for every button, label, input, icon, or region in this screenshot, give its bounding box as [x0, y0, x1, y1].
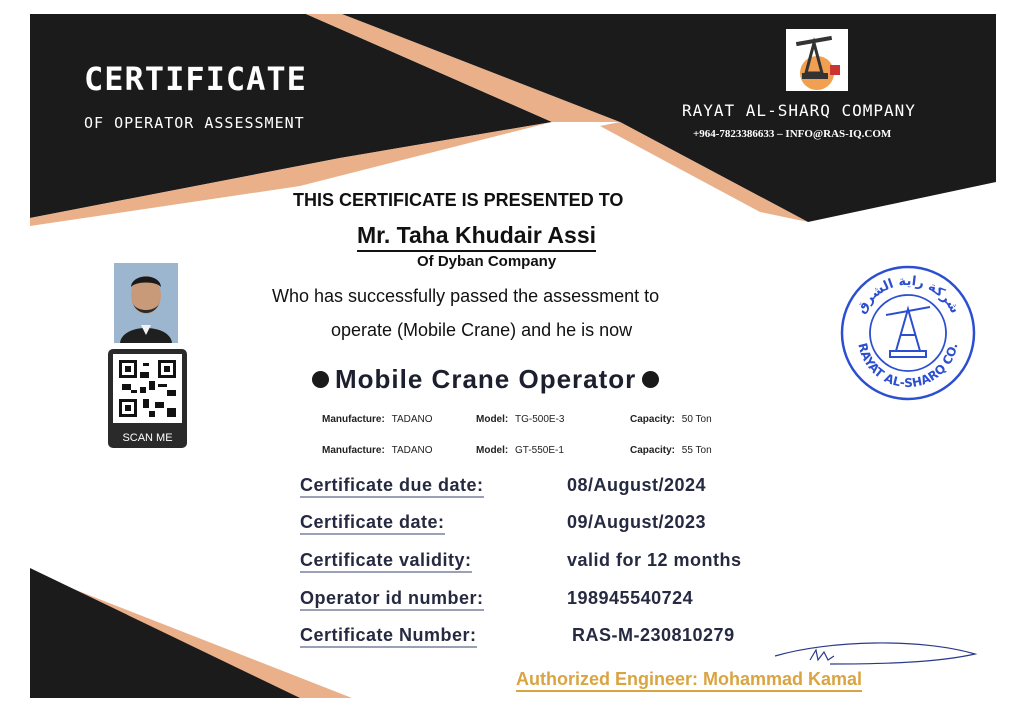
statement-line-2: operate (Mobile Crane) and he is now: [331, 320, 633, 340]
model-value: GT-550E-1: [515, 445, 564, 456]
equipment-capacity: [630, 445, 712, 456]
company-name: RAYAT AL-SHARQ COMPANY: [682, 101, 916, 120]
oil-rig-icon: [886, 307, 930, 357]
model-value: TG-500E-3: [515, 414, 565, 425]
capacity-value: 50 Ton: [681, 414, 712, 425]
certificate-date-label: Certificate date:: [300, 512, 445, 535]
company-stamp: [838, 263, 978, 403]
signature: [770, 638, 980, 672]
capacity-label: Capacity:: [630, 414, 676, 425]
certificate-subtitle: OF OPERATOR ASSESSMENT: [84, 114, 305, 132]
bullet-icon: [312, 371, 329, 388]
capacity-label: Capacity:: [630, 445, 676, 456]
validity-label: Certificate validity:: [300, 550, 472, 573]
stamp-bottom-text: RAYAT AL-SHARQ CO.: [855, 341, 961, 391]
certificate-title: CERTIFICATE: [84, 60, 307, 98]
manufacture-label: Manufacture:: [322, 414, 385, 425]
role-text: Mobile Crane Operator: [335, 364, 637, 394]
presented-to-heading: THIS CERTIFICATE IS PRESENTED TO: [293, 190, 624, 210]
oil-pump-icon: [786, 29, 848, 91]
due-date-label: Certificate due date:: [300, 475, 484, 498]
equipment-row: [322, 414, 433, 425]
equipment-model: [476, 445, 564, 456]
manufacture-value: TADANO: [391, 445, 433, 456]
capacity-value: 55 Ton: [681, 445, 712, 456]
svg-text:RAYAT AL-SHARQ CO.: [855, 342, 960, 390]
certificate-number-label: Certificate Number:: [300, 625, 477, 648]
operator-id-value: 198945540724: [567, 588, 694, 608]
certificate-number-value: RAS-M-230810279: [572, 625, 735, 645]
recipient-company: Of Dyban Company: [417, 253, 557, 270]
statement-line-1: Who has successfully passed the assessment to: [272, 286, 660, 306]
manufacture-label: Manufacture:: [322, 445, 385, 456]
due-date-value: 08/August/2024: [567, 475, 707, 495]
model-label: Model:: [476, 414, 509, 425]
company-logo: [786, 29, 848, 91]
model-label: Model:: [476, 445, 509, 456]
role-title: [312, 364, 659, 395]
scan-me-label: SCAN ME: [122, 432, 173, 444]
equipment-row: [322, 445, 433, 456]
bullet-icon: [642, 371, 659, 388]
manufacture-value: TADANO: [391, 414, 433, 425]
stamp-top-text: شركة راية الشرق: [853, 273, 963, 317]
qr-code[interactable]: [108, 349, 187, 448]
certificate-date-value: 09/August/2023: [567, 512, 707, 532]
operator-id-label: Operator id number:: [300, 588, 484, 611]
validity-value: valid for 12 months: [567, 550, 742, 570]
recipient-name: Mr. Taha Khudair Assi: [357, 222, 596, 252]
authorized-engineer: Authorized Engineer: Mohammad Kamal: [516, 669, 862, 692]
equipment-capacity: [630, 414, 712, 425]
company-contact: +964-7823386633 – INFO@RAS-IQ.COM: [693, 128, 892, 140]
qr-pattern: [113, 354, 182, 423]
operator-photo: [114, 263, 178, 343]
equipment-model: [476, 414, 564, 425]
